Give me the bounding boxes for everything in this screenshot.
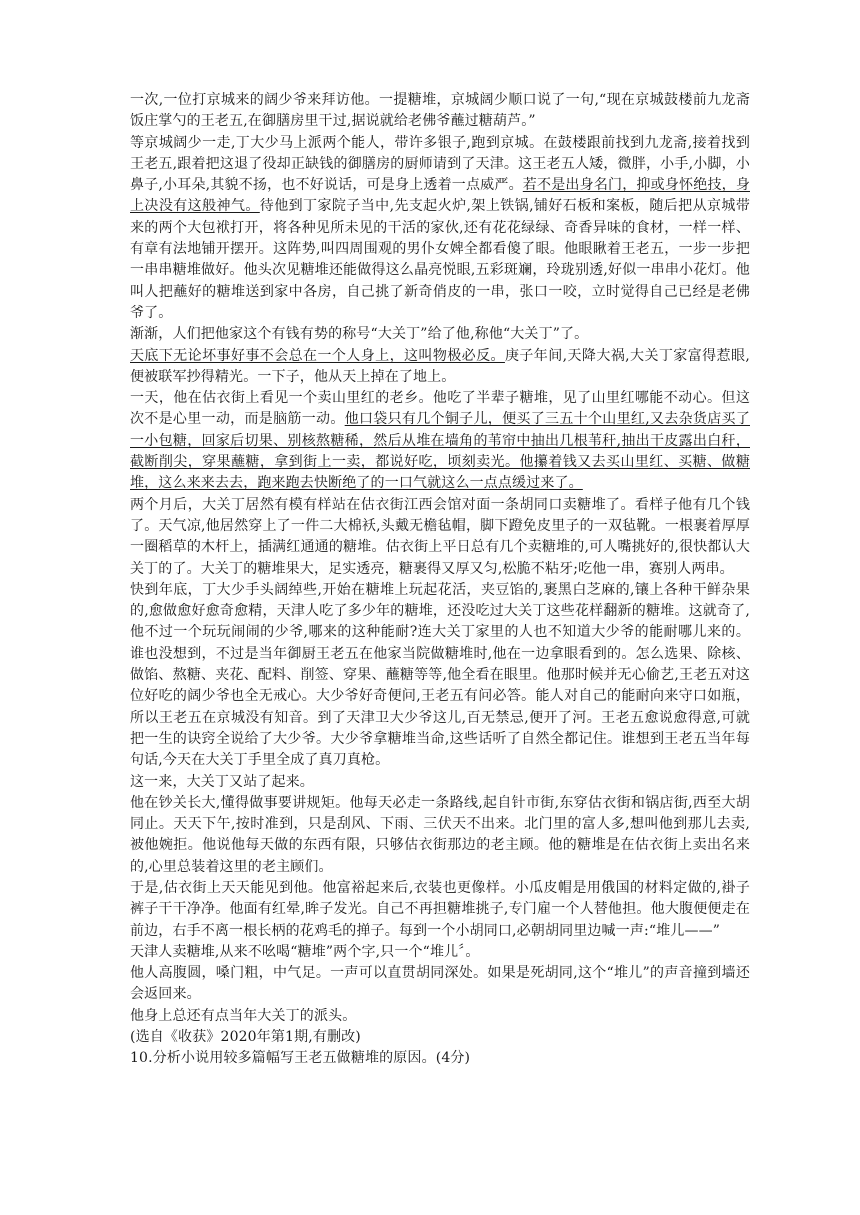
text-segment: 他人高腹圆，嗓门粗，中气足。一声可以直贯胡同深处。如果是死胡同,这个“堆儿”的声音撞到墙还会返回来。 [130, 965, 750, 1003]
paragraph [130, 772, 750, 793]
text-segment: 庚子年间,天降大祸,大关丁家富得惹眼,便被联军抄得精光。一下子，他从天上掉在了地上。 [130, 347, 751, 385]
text-segment: 快到年底，丁大少手头阔绰些,开始在糖堆上玩起花活，夹豆馅的,裹黑白芝麻的,镶上各种干鲜杂果的,愈做愈好愈奇愈精，天津人吃了多少年的糖堆，还没吃过大关丁这些花样翻新的糖堆。这就奇了,他不过一个玩玩闹闹的少爷,哪来的这种能耐?连大关丁家里的人也不知道大少爷的能耐哪儿来的。谁也没想到，不过是当年御厨王老五在他家当院做糖堆时,他在一边拿眼看到的。怎么选果、除核、做馅、熬糖、夹花、配料、削签、穿果、蘸糖等等,他全看在眼里。他那时候并无心偷艺,王老五对这位好吃的阔少爷也全无戒心。大少爷好奇便问,王老五有问必答。能人对自己的能耐向来守口如瓶，所以王老五在京城没有知音。到了天津卫大少爷这儿,百无禁忌,便开了河。王老五愈说愈得意,可就把一生的诀窍全说给了大少爷。大少爷拿糖堆当命,这些话听了自然全都记住。谁想到王老五当年每句话,今天在大关丁手里全成了真刀真枪。 [130, 581, 750, 769]
text-segment: 待他到丁家院子当中,先支起火炉,架上铁锅,铺好石板和案板，随后把从京城带来的两个大包袱打开，将各种见所未见的干活的家伙,还有花花绿绿、奇香异味的食材，一样一样、有章有法地铺开摆开。这阵势,叫四周围观的男仆女婢全都看傻了眼。他眼瞅着王老五，一步一步把一串串糖堆做好。他头次见糖堆还能做得这么晶亮悦眼,五彩斑斓，玲珑别透,好似一串串小花灯。他叫人把蘸好的糖堆送到家中各房，自己挑了新奇俏皮的一串，张口一咬，立时觉得自己已经是老佛爷了。 [130, 198, 751, 321]
text-segment: 这一来，大关丁又站了起来。 [130, 773, 314, 790]
paragraph [130, 133, 750, 325]
question-item [130, 1048, 750, 1069]
text-segment: 他身上总还有点当年大关丁的派头。 [130, 1007, 357, 1024]
paragraph [130, 90, 750, 133]
source-citation [130, 1027, 750, 1048]
text-segment: 等京城阔少一走,丁大少马上派两个能人，带许多银子,跑到京城。在鼓楼跟前找到九龙斋,接着找到王老五,跟着把这退了役却正缺钱的御膳房的厨师请到了天津。这王老五人矮，微胖，小手,小脚，小鼻子,小耳朵,其貌不扬，也不好说话，可是身上透着一点威严。 [130, 134, 750, 194]
paragraph [130, 346, 750, 389]
text-segment: 他在钞关长大,懂得做事要讲规矩。他每天必走一条路线,起自针市街,东穿估衣街和锅店街,西至大胡同止。天天下午,按时准到，只是刮风、下雨、三伏天不出来。北门里的富人多,想叫他到那儿去卖,被他婉拒。他说他每天做的东西有限，只够估衣街那边的老主顾。他的糖堆是在估衣街上卖出名来的,心里总装着这里的老主顾们。 [130, 794, 750, 875]
text-segment: 10.分析小说用较多篇幅写王老五做糖堆的原因。(4分) [130, 1050, 471, 1067]
paragraph [130, 942, 750, 963]
paragraph [130, 793, 750, 878]
paragraph [130, 388, 750, 494]
underlined-text-segment: 他口袋只有几个铜子儿，便买了三五十个山里红,又去杂货店买了一小包糖，回家后切果、别核熬糖稀，然后从堆在墙角的苇帘中抽出几根苇秆,抽出干皮露出白秆，截断削尖，穿果蘸糖，拿到街上一卖，都说好吃，顷刻卖光。他攥着钱又去买山里红、买糖、做糖堆，这么来来去去，跑来跑去快断绝了的一口气就这么一点点缓过来了。 [130, 411, 750, 492]
paragraph [130, 963, 750, 1006]
paragraph [130, 878, 750, 942]
paragraph [130, 495, 750, 580]
underlined-text-segment: 若不是出身名门，抑或身怀绝技，身上决没有这般神气。 [130, 177, 750, 215]
document-page [130, 90, 750, 1070]
text-segment: 渐渐，人们把他家这个有钱有势的称号“大关丁”给了他,称他“大关丁”了。 [130, 326, 589, 343]
text-segment: 两个月后，大关丁居然有模有样站在估衣街江西会馆对面一条胡同口卖糖堆了。看样子他有几个钱了。天气凉,他居然穿上了一件二大棉袄,头戴无檐毡帽，脚下蹬免皮里子的一双毡靴。一根裹着厚厚一圈稻草的木杆上，插满红通通的糖堆。估衣街上平日总有几个卖糖堆的,可人嘴挑好的,很快都认大关丁的了。大关丁的糖堆果大，足实透亮，糖裹得又厚又匀,松脆不粘牙;吃他一串，赛别人两串。 [130, 496, 750, 577]
underlined-text-segment: 天底下无论坏事好事不会总在一个人身上，这叫物极必反。 [130, 347, 505, 364]
text-segment: 天津人卖糖堆,从来不吆喝“糖堆”两个字,只一个“堆儿〞。 [130, 943, 480, 960]
paragraph [130, 580, 750, 772]
text-segment: 于是,估衣街上天天能见到他。他富裕起来后,衣装也更像样。小瓜皮帽是用俄国的材料定做的,褂子裤子干干净净。他面有红晕,眸子发光。自己不再担糖堆挑子,专门雇一个人替他担。他大腹便便走在前边，右手不离一根长柄的花鸡毛的掸子。每到一个小胡同口,必朝胡同里边喊一声:“堆儿——” [130, 879, 750, 939]
text-segment: 一次,一位打京城来的阔少爷来拜访他。一提糖堆，京城阔少顺口说了一句,“现在京城鼓楼前九龙斋饭庄掌勺的王老五,在御膳房里干过,据说就给老佛爷蘸过糖葫芦。” [130, 92, 750, 130]
text-segment: (选自《收获》2020年第1期,有删改) [130, 1029, 361, 1046]
paragraph [130, 1006, 750, 1027]
text-segment: 一天，他在估衣街上看见一个卖山里红的老乡。他吃了半辈子糖堆，见了山里红哪能不动心。但这次不是心里一动，而是脑筋一动。 [130, 390, 750, 428]
paragraph [130, 324, 750, 345]
